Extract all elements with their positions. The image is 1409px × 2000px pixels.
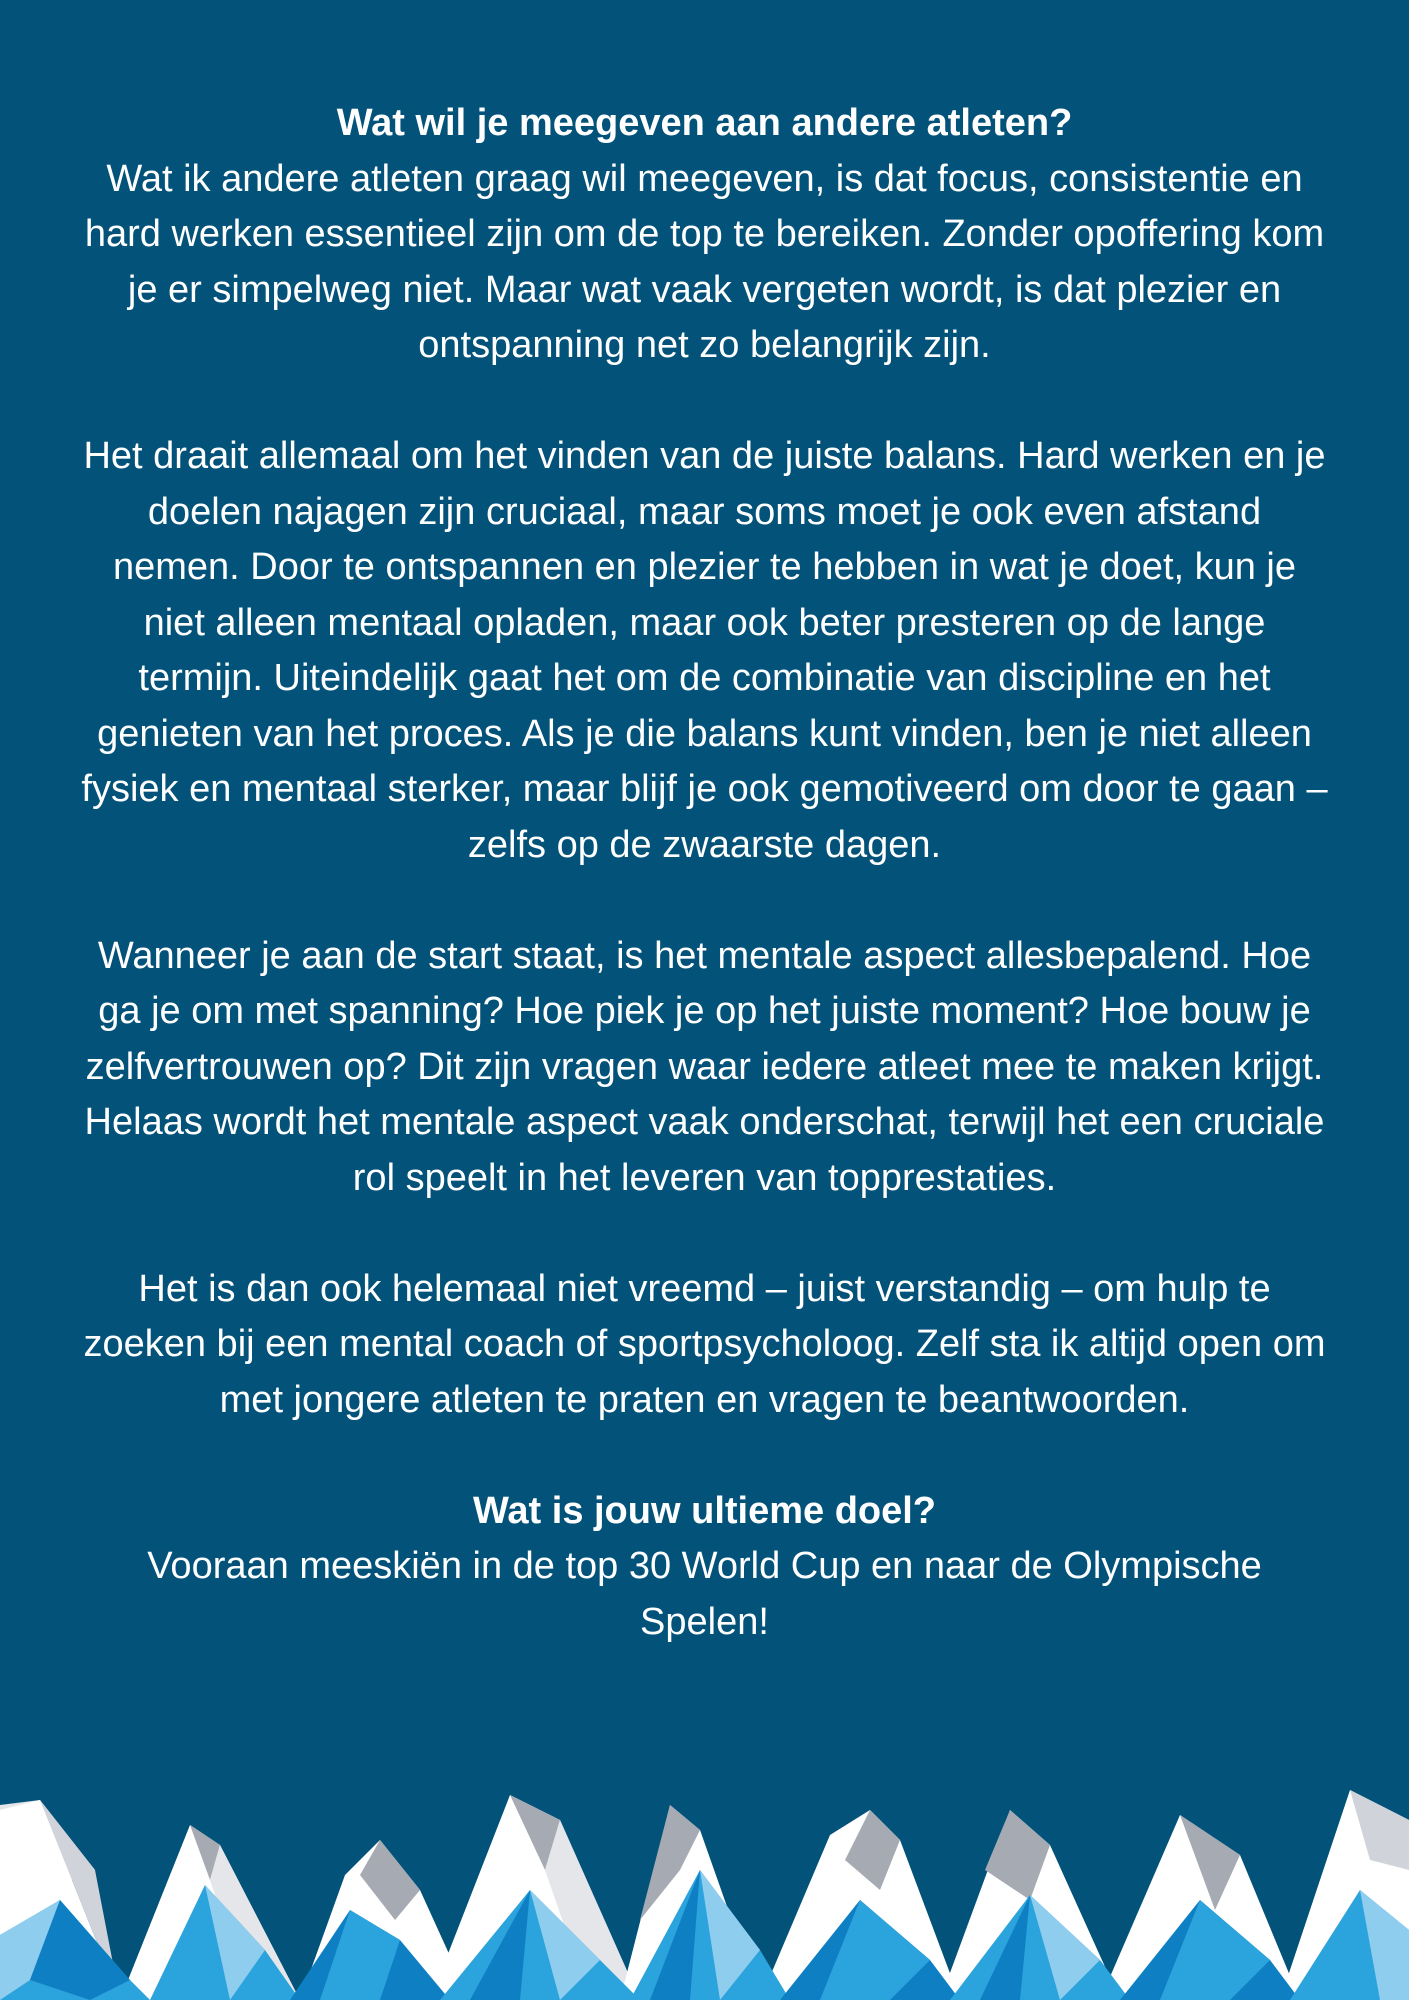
interview-text [80,96,1329,1650]
answer-paragraph: Wanneer je aan de start staat, is het mentale aspect allesbepalend. Hoe ga je om met spanning? Hoe piek je op het juiste moment? Hoe bouw je zelfvertrouwen op? Dit zijn vragen waar iedere atleet mee te maken krijgt. Helaas wordt het mentale aspect vaak onderschat, terwijl het een cruciale rol speelt in het leveren van topprestaties. [84,934,1325,1199]
question-heading: Wat wil je meegeven aan andere atleten? [336,102,1073,144]
question-block-2 [80,1484,1329,1651]
answer-paragraph: Het draait allemaal om het vinden van de juiste balans. Hard werken en je doelen najagen zijn cruciaal, maar soms moet je ook even afstand nemen. Door te ontspannen en plezier te hebben in wat je doet, kun je niet alleen mentaal opladen, maar ook beter presteren op de lange termijn. Uiteindelijk gaat het om de combinatie van discipline en het genieten van het proces. Als je die balans kunt vinden, ben je niet alleen fysiek en mentaal sterker, maar blijf je ook gemotiveerd om door te gaan – zelfs op de zwaarste dagen. [81,435,1328,866]
question-heading: Wat is jouw ultieme doel? [472,1489,937,1532]
question-block-1 [80,96,1329,374]
mountain-range-illustration [0,1750,1409,2000]
answer-paragraph: Het is dan ook helemaal niet vreemd – juist verstandig – om hulp te zoeken bij een mental coach of sportpsycholoog. Zelf sta ik altijd open om met jongere atleten te praten en vragen te beantwoorden. [83,1267,1326,1421]
answer-paragraph: Wat ik andere atleten graag wil meegeven, is dat focus, consistentie en hard werken essentieel zijn om de top te bereiken. Zonder opoffering kom je er simpelweg niet. Maar wat vaak vergeten wordt, is dat plezier en ontspanning net zo belangrijk zijn. [84,157,1325,366]
answer-paragraph: Vooraan meeskiën in de top 30 World Cup en naar de Olympische Spelen! [147,1545,1262,1643]
